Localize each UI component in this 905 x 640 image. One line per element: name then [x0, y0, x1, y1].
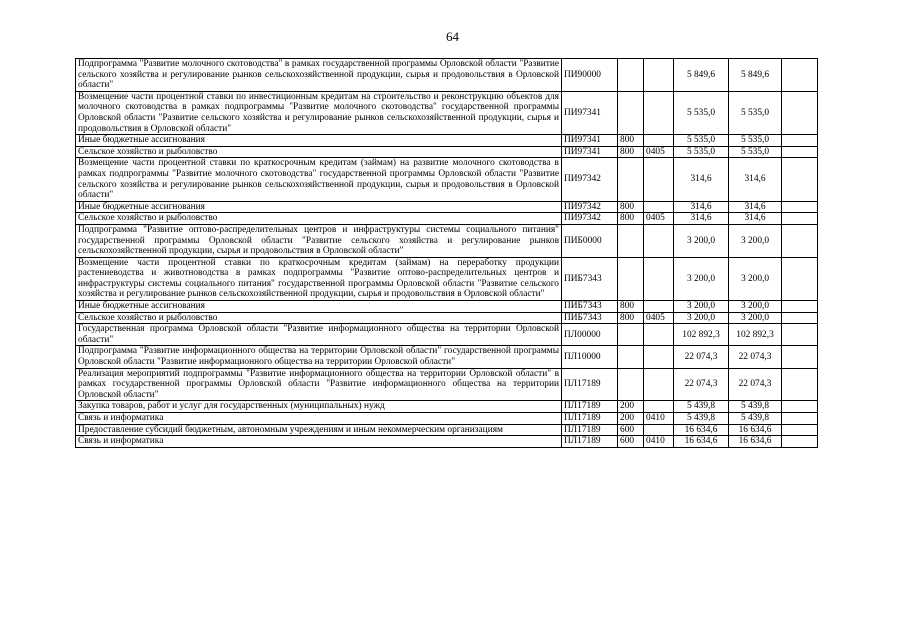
amount-cell-1: 16 634,6	[674, 436, 729, 448]
amount-cell-2: 5 439,8	[729, 413, 782, 425]
empty-cell	[782, 301, 818, 313]
table-row	[76, 158, 818, 201]
expense-type-cell	[618, 59, 644, 92]
target-article-code-cell: ПИ97342	[562, 201, 618, 213]
expense-type-cell	[618, 224, 644, 257]
target-article-code-cell: ПИБ7343	[562, 301, 618, 313]
target-article-code-cell: ПИ90000	[562, 59, 618, 92]
row-name-cell: Подпрограмма "Развитие информационного общества на территории Орловской области" государственной программы Орловской области "Развитие информационного общества на территории Орловской области"	[76, 346, 562, 368]
amount-cell-1: 3 200,0	[674, 257, 729, 300]
section-code-cell	[644, 346, 674, 368]
row-name-cell: Возмещение части процентной ставки по краткосрочным кредитам (займам) на развитие молочного скотоводства в рамках подпрограммы "Развитие молочного скотоводства" государственной программы Орловской области "Развитие сельского хозяйства и регулирование рынков сельскохозяйственной продукции, сырья и продовольствия в Орловской области"	[76, 158, 562, 201]
table-row	[76, 413, 818, 425]
expense-type-cell	[618, 324, 644, 346]
expense-type-cell: 600	[618, 436, 644, 448]
expense-type-cell: 800	[618, 213, 644, 225]
amount-cell-2: 3 200,0	[729, 224, 782, 257]
row-name-cell: Связь и информатика	[76, 436, 562, 448]
section-code-cell: 0405	[644, 146, 674, 158]
row-name-cell: Сельское хозяйство и рыболовство	[76, 146, 562, 158]
empty-cell	[782, 135, 818, 147]
expense-type-cell	[618, 158, 644, 201]
row-name-cell: Возмещение части процентной ставки по краткосрочным кредитам (займам) на переработку продукции растениеводства и животноводства в рамках подпрограммы "Развитие оптово-распределительных центров и инфраструктуры системы социального питания" государственной программы Орловской области "Развитие сельского хозяйства и регулирование рынков сельскохозяйственной продукции, сырья и продовольствия в Орловской области"	[76, 257, 562, 300]
target-article-code-cell: ПИ97341	[562, 91, 618, 134]
amount-cell-2: 5 439,8	[729, 401, 782, 413]
amount-cell-1: 3 200,0	[674, 301, 729, 313]
section-code-cell	[644, 257, 674, 300]
row-name-cell: Подпрограмма "Развитие оптово-распределительных центров и инфраструктуры системы социального питания" государственной программы Орловской области "Развитие сельского хозяйства и регулирование рынков сельскохозяйственной продукции, сырья и продовольствия в Орловской области"	[76, 224, 562, 257]
row-name-cell: Государственная программа Орловской области "Развитие информационного общества на территории Орловской области"	[76, 324, 562, 346]
target-article-code-cell: ПЛ17189	[562, 413, 618, 425]
amount-cell-1: 5 439,8	[674, 401, 729, 413]
amount-cell-1: 5 535,0	[674, 135, 729, 147]
empty-cell	[782, 158, 818, 201]
amount-cell-2: 314,6	[729, 213, 782, 225]
section-code-cell	[644, 401, 674, 413]
empty-cell	[782, 312, 818, 324]
amount-cell-1: 314,6	[674, 158, 729, 201]
amount-cell-2: 3 200,0	[729, 312, 782, 324]
target-article-code-cell: ПИБ0000	[562, 224, 618, 257]
page-number: 64	[446, 29, 459, 44]
empty-cell	[782, 324, 818, 346]
target-article-code-cell: ПИ97341	[562, 135, 618, 147]
section-code-cell	[644, 224, 674, 257]
target-article-code-cell: ПЛ17189	[562, 436, 618, 448]
amount-cell-2: 5 535,0	[729, 91, 782, 134]
amount-cell-1: 5 535,0	[674, 91, 729, 134]
amount-cell-1: 3 200,0	[674, 224, 729, 257]
empty-cell	[782, 401, 818, 413]
row-name-cell: Предоставление субсидий бюджетным, автономным учреждениям и иным некоммерческим организациям	[76, 424, 562, 436]
target-article-code-cell: ПЛ10000	[562, 346, 618, 368]
table-row	[76, 368, 818, 401]
amount-cell-1: 102 892,3	[674, 324, 729, 346]
empty-cell	[782, 213, 818, 225]
amount-cell-1: 22 074,3	[674, 368, 729, 401]
row-name-cell: Сельское хозяйство и рыболовство	[76, 312, 562, 324]
section-code-cell	[644, 201, 674, 213]
section-code-cell	[644, 91, 674, 134]
amount-cell-2: 22 074,3	[729, 346, 782, 368]
table-row	[76, 146, 818, 158]
target-article-code-cell: ПЛ17189	[562, 424, 618, 436]
amount-cell-1: 314,6	[674, 201, 729, 213]
empty-cell	[782, 146, 818, 158]
expense-type-cell: 800	[618, 135, 644, 147]
row-name-cell: Возмещение части процентной ставки по инвестиционным кредитам на строительство и реконструкцию объектов для молочного скотоводства в рамках подпрограммы "Развитие молочного скотоводства" государственной программы Орловской области "Развитие сельского хозяйства и регулирование рынков сельскохозяйственной продукции, сырья и продовольствия в Орловской области"	[76, 91, 562, 134]
empty-cell	[782, 424, 818, 436]
target-article-code-cell: ПИБ7343	[562, 257, 618, 300]
amount-cell-2: 5 849,6	[729, 59, 782, 92]
section-code-cell	[644, 324, 674, 346]
table-row	[76, 312, 818, 324]
amount-cell-1: 22 074,3	[674, 346, 729, 368]
table-row	[76, 324, 818, 346]
amount-cell-2: 314,6	[729, 158, 782, 201]
row-name-cell: Связь и информатика	[76, 413, 562, 425]
row-name-cell: Подпрограмма "Развитие молочного скотоводства" в рамках государственной программы Орловской области "Развитие сельского хозяйства и регулирование рынков сельскохозяйственной продукции, сырья и продовольствия в Орловской области"	[76, 59, 562, 92]
amount-cell-1: 5 439,8	[674, 413, 729, 425]
amount-cell-2: 22 074,3	[729, 368, 782, 401]
empty-cell	[782, 413, 818, 425]
target-article-code-cell: ПЛ17189	[562, 368, 618, 401]
table-row	[76, 91, 818, 134]
section-code-cell: 0410	[644, 413, 674, 425]
empty-cell	[782, 257, 818, 300]
row-name-cell: Иные бюджетные ассигнования	[76, 301, 562, 313]
amount-cell-2: 5 535,0	[729, 135, 782, 147]
amount-cell-2: 3 200,0	[729, 257, 782, 300]
target-article-code-cell: ПИ97342	[562, 213, 618, 225]
table-row	[76, 301, 818, 313]
empty-cell	[782, 346, 818, 368]
section-code-cell	[644, 135, 674, 147]
table-row	[76, 436, 818, 448]
section-code-cell: 0410	[644, 436, 674, 448]
amount-cell-1: 16 634,6	[674, 424, 729, 436]
table-row	[76, 224, 818, 257]
section-code-cell	[644, 158, 674, 201]
table-row	[76, 201, 818, 213]
amount-cell-2: 5 535,0	[729, 146, 782, 158]
expense-type-cell: 600	[618, 424, 644, 436]
expense-type-cell: 800	[618, 201, 644, 213]
table-row	[76, 59, 818, 92]
amount-cell-1: 5 535,0	[674, 146, 729, 158]
table-row	[76, 424, 818, 436]
target-article-code-cell: ПИ97341	[562, 146, 618, 158]
table-body	[76, 59, 818, 448]
empty-cell	[782, 201, 818, 213]
section-code-cell	[644, 59, 674, 92]
empty-cell	[782, 368, 818, 401]
section-code-cell: 0405	[644, 213, 674, 225]
amount-cell-1: 314,6	[674, 213, 729, 225]
amount-cell-2: 3 200,0	[729, 301, 782, 313]
row-name-cell: Закупка товаров, работ и услуг для государственных (муниципальных) нужд	[76, 401, 562, 413]
table-row	[76, 213, 818, 225]
table-row	[76, 346, 818, 368]
row-name-cell: Иные бюджетные ассигнования	[76, 135, 562, 147]
amount-cell-2: 16 634,6	[729, 424, 782, 436]
row-name-cell: Иные бюджетные ассигнования	[76, 201, 562, 213]
amount-cell-1: 3 200,0	[674, 312, 729, 324]
empty-cell	[782, 59, 818, 92]
amount-cell-2: 314,6	[729, 201, 782, 213]
table-row	[76, 401, 818, 413]
amount-cell-2: 102 892,3	[729, 324, 782, 346]
expense-type-cell	[618, 346, 644, 368]
expense-type-cell: 200	[618, 401, 644, 413]
table-row	[76, 135, 818, 147]
amount-cell-1: 5 849,6	[674, 59, 729, 92]
expense-type-cell: 800	[618, 146, 644, 158]
budget-table	[75, 58, 818, 448]
target-article-code-cell: ПИБ7343	[562, 312, 618, 324]
section-code-cell: 0405	[644, 312, 674, 324]
empty-cell	[782, 224, 818, 257]
row-name-cell: Реализация мероприятий подпрограммы "Развитие информационного общества на территории Орловской области" в рамках государственной программы Орловской области "Развитие информационного общества на территории Орловской области"	[76, 368, 562, 401]
section-code-cell	[644, 368, 674, 401]
target-article-code-cell: ПЛ00000	[562, 324, 618, 346]
empty-cell	[782, 436, 818, 448]
expense-type-cell	[618, 91, 644, 134]
target-article-code-cell: ПЛ17189	[562, 401, 618, 413]
expense-type-cell: 800	[618, 312, 644, 324]
section-code-cell	[644, 424, 674, 436]
target-article-code-cell: ПИ97342	[562, 158, 618, 201]
row-name-cell: Сельское хозяйство и рыболовство	[76, 213, 562, 225]
expense-type-cell	[618, 257, 644, 300]
expense-type-cell	[618, 368, 644, 401]
table-row	[76, 257, 818, 300]
expense-type-cell: 200	[618, 413, 644, 425]
empty-cell	[782, 91, 818, 134]
amount-cell-2: 16 634,6	[729, 436, 782, 448]
section-code-cell	[644, 301, 674, 313]
expense-type-cell: 800	[618, 301, 644, 313]
